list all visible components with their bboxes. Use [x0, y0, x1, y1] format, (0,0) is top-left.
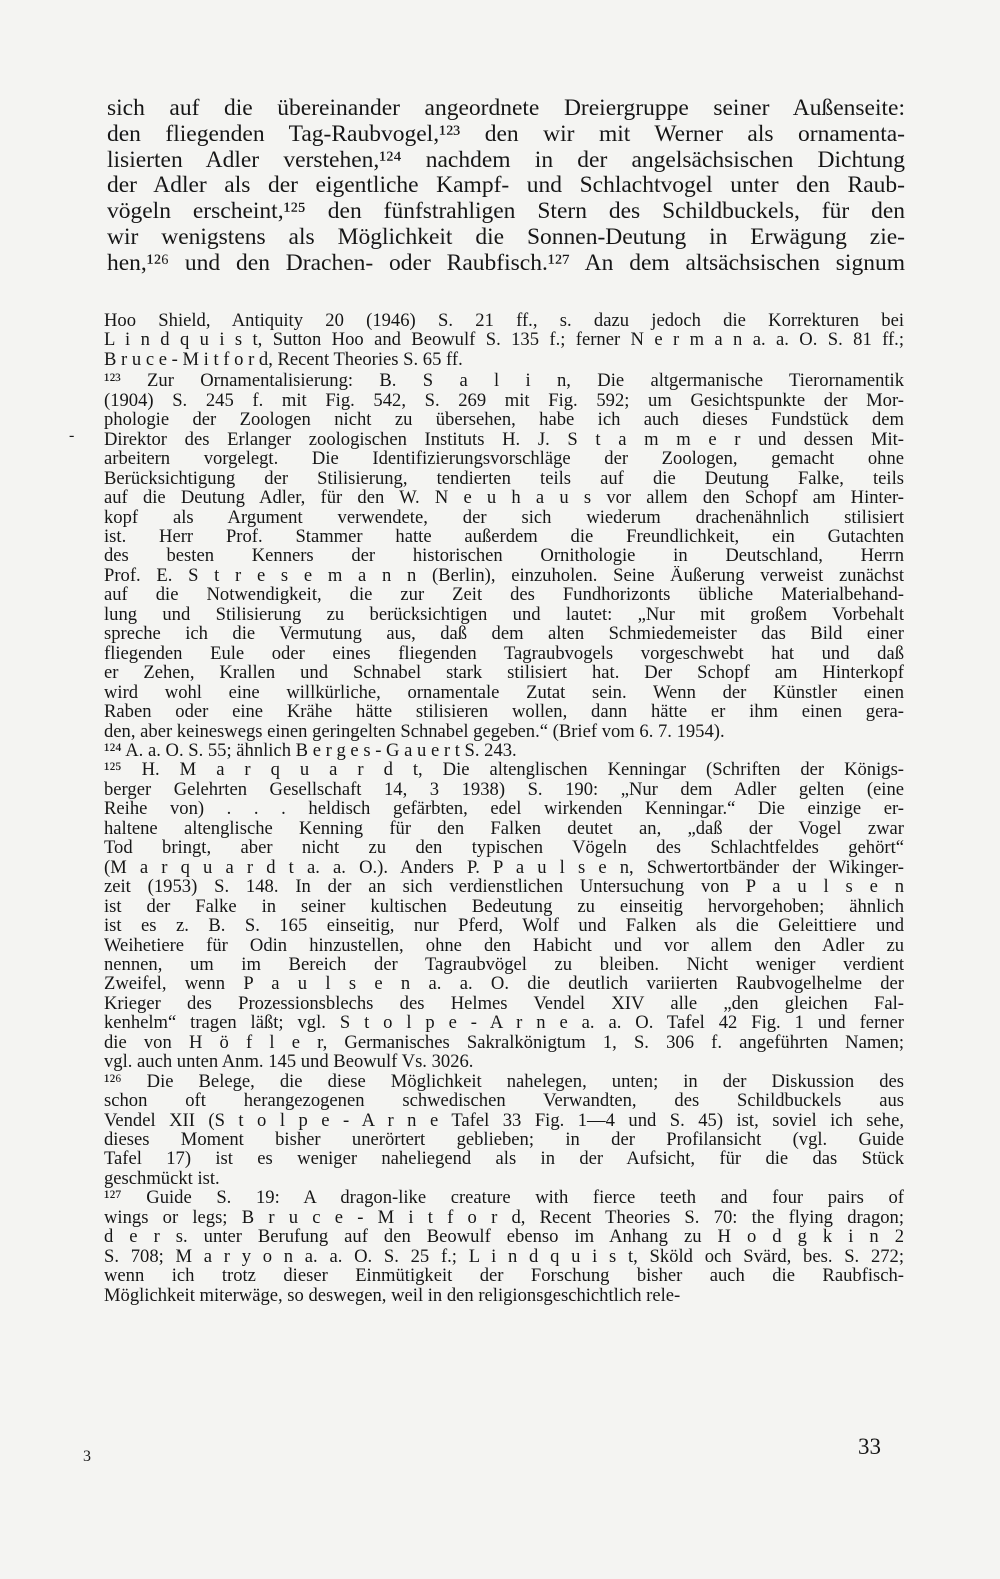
main-line: sich auf die übereinander angeordnete Dreiergruppe seiner Außenseite: [107, 96, 905, 121]
page-number: 33 [858, 1434, 881, 1459]
footnote-line: ¹²⁵ H. M a r q u a r d t, Die altenglischen Kenningar (Schriften der Königs- [104, 760, 904, 780]
footnote-line: haltene altenglische Kenning für den Falken deutet an, „daß der Vogel zwar [104, 818, 904, 839]
footnote-line: Vendel XII (S t o l p e - A r n e Tafel 33 Fig. 1—4 und S. 45) ist, soviel ich sehe, [104, 1110, 904, 1131]
footnote-line: wings or legs; B r u c e - M i t f o r d, Recent Theories S. 70: the flying dragon; [104, 1207, 904, 1228]
footnote-line: L i n d q u i s t, Sutton Hoo and Beowulf S. 135 f.; ferner N e r m a n a. a. O. S. 81 ff.; [104, 330, 904, 350]
footnote-line: ¹²⁷ Guide S. 19: A dragon-like creature with fierce teeth and four pairs of [104, 1188, 904, 1208]
footnote-line: d e r s. unter Berufung auf den Beowulf ebenso im Anhang zu H o d g k i n 2 [104, 1227, 904, 1247]
footnote-line: spreche ich die Vermutung aus, daß dem alten Schmiedemeister das Bild einer [104, 624, 904, 644]
footnote-line: ¹²⁴ A. a. O. S. 55; ähnlich B e r g e s - G a u e r t S. 243. [104, 740, 517, 761]
main-line: vögeln erscheint,¹²⁵ den fünfstrahligen Stern des Schildbuckels, für den [107, 199, 905, 225]
footnote-line: Prof. E. S t r e s e m a n n (Berlin), einzuholen. Seine Äußerung verweist zunächst [104, 565, 904, 586]
main-line: der Adler als der eigentliche Kampf- und Schlachtvogel unter den Raub- [107, 173, 905, 199]
main-line: den fliegenden Tag-Raubvogel,¹²³ den wir mit Werner als ornamenta- [107, 121, 905, 147]
footnote-line: kenhelm“ tragen läßt; vgl. S t o l p e - A r n e a. a. O. Tafel 42 Fig. 1 und ferner [104, 1013, 904, 1033]
footnote-line: fliegenden Eule oder eines fliegenden Tagraubvogels vorgeschwebt hat und daß [104, 643, 904, 664]
footnote-line: phologie der Zoologen nicht zu übersehen, habe ich auch dieses Fundstück dem [104, 410, 904, 430]
footnote-line: Krieger des Prozessionsblechs des Helmes Vendel XIV alle „den gleichen Fal- [104, 993, 904, 1014]
footnote-line: Hoo Shield, Antiquity 20 (1946) S. 21 ff., s. dazu jedoch die Korrekturen bei [104, 311, 904, 331]
footnote-line: die von H ö f l e r, Germanisches Sakralkönigtum 1, S. 306 f. angeführten Namen; [104, 1032, 904, 1053]
footnote-line: kopf als Argument verwendete, der sich wiederum drachenähnlich stilisiert [104, 507, 904, 527]
footnote-line: vgl. auch unten Anm. 145 und Beowulf Vs. 3026. [104, 1052, 474, 1072]
footnote-line: Weihetiere für Odin hinzustellen, ohne den Habicht und vor allem den Adler zu [104, 935, 904, 955]
footnotes [104, 311, 904, 1305]
footnote-line: B r u c e - M i t f o r d, Recent Theories S. 65 ff. [104, 349, 463, 370]
footnote-line: ist es z. B. S. 165 einseitig, nur Pferd, Wolf und Falken als die Geleittiere und [104, 916, 904, 936]
footnote-line: Raben oder eine Krähe hätte stilisieren wollen, dann hätte er ihm einen gera- [104, 702, 904, 722]
footnote-line: Tod bringt, aber nicht zu den typischen Vögeln des Schlachtfeldes gehört“ [104, 838, 904, 858]
margin-mark: - [69, 427, 75, 444]
footnote-line: den, aber keineswegs einen geringelten Schnabel gegeben.“ (Brief vom 6. 7. 1954). [104, 721, 725, 741]
footnote-line: Direktor des Erlanger zoologischen Instituts H. J. S t a m m e r und dessen Mit- [104, 429, 904, 450]
signature-mark: 3 [83, 1448, 91, 1465]
footnote-line: berger Gelehrten Gesellschaft 14, 3 1938) S. 190: „Nur dem Adler gelten (eine [104, 779, 904, 800]
footnote-line: wird wohl eine willkürliche, ornamentale Zutat sein. Wenn der Künstler einen [104, 682, 904, 703]
footnote-line: (M a r q u a r d t a. a. O.). Anders P. P a u l s e n, Schwertortbänder der Wikinger- [104, 857, 904, 878]
footnote-line: Reihe von) . . . heldisch gefärbten, edel wirkenden Kenningar.“ Die einzige er- [104, 799, 904, 819]
footnote-line: dieses Moment bisher unerörtert geblieben; in der Profilansicht (vgl. Guide [104, 1130, 904, 1150]
footnote-line: schon oft herangezogenen schwedischen Verwandten, des Schildbuckels aus [104, 1091, 904, 1111]
footnote-line: Zweifel, wenn P a u l s e n a. a. O. die deutlich variierten Raubvogelhelme der [104, 974, 904, 994]
main-line: lisierten Adler verstehen,¹²⁴ nachdem in der angelsächsischen Dichtung [107, 147, 905, 173]
main-text [107, 96, 905, 277]
footnote-line: des besten Kenners der historischen Ornithologie in Deutschland, Herrn [104, 546, 904, 566]
footnote-line: ist. Herr Prof. Stammer hatte außerdem die Freundlichkeit, ein Gutachten [104, 526, 904, 547]
footnote-line: ist der Falke in seiner kultischen Bedeutung zu einseitig hervorgehoben; ähnlich [104, 896, 904, 917]
footnote-line: zeit (1953) S. 148. In der an sich verdienstlichen Untersuchung von P a u l s e n [104, 877, 904, 897]
footnote-line: arbeitern vorgelegt. Die Identifizierungsvorschläge der Zoologen, gemacht ohne [104, 449, 904, 469]
main-line: wir wenigstens als Möglichkeit die Sonnen-Deutung in Erwägung zie- [107, 224, 905, 250]
footnote-line: nennen, um im Bereich der Tagraubvögel zu bleiben. Nicht weniger verdient [104, 954, 904, 975]
footnote-line: Tafel 17) ist es weniger naheliegend als in der Aufsicht, für die das Stück [104, 1149, 904, 1169]
main-line: hen,¹²⁶ und den Drachen- oder Raubfisch.¹²⁷ An dem altsächsischen signum [107, 250, 905, 276]
footnote-line: er Zehen, Krallen und Schnabel stark stilisiert hat. Der Schopf am Hinterkopf [104, 663, 904, 683]
footnote-line: (1904) S. 245 f. mit Fig. 542, S. 269 mit Fig. 592; um Gesichtspunkte der Mor- [104, 390, 904, 411]
footnote-line: auf die Deutung Adler, für den W. N e u h a u s vor allem den Schopf am Hinter- [104, 488, 904, 508]
footnote-line: ¹²⁶ Die Belege, die diese Möglichkeit nahelegen, unten; in der Diskussion des [104, 1071, 904, 1092]
footnote-line: ¹²³ Zur Ornamentalisierung: B. S a l i n, Die altgermanische Tierornamentik [104, 371, 904, 391]
footnote-line: Berücksichtigung der Stilisierung, tendierten teils auf die Deutung Falke, teils [104, 468, 904, 489]
footnote-line: Möglichkeit miterwäge, so deswegen, weil in den religionsgeschichtlich rele- [104, 1285, 681, 1306]
footnote-line: geschmückt ist. [104, 1168, 220, 1189]
footnote-line: lung und Stilisierung zu berücksichtigen und lautet: „Nur mit großem Vorbehalt [104, 604, 904, 625]
footnote-line: S. 708; M a r y o n a. a. O. S. 25 f.; L i n d q u i s t, Sköld och Svärd, bes. S. 272; [104, 1246, 904, 1267]
footnote-line: wenn ich trotz dieser Einmütigkeit der Forschung bisher auch die Raubfisch- [104, 1266, 904, 1286]
footnote-line: auf die Notwendigkeit, die zur Zeit des Fundhorizonts übliche Materialbehand- [104, 585, 904, 605]
